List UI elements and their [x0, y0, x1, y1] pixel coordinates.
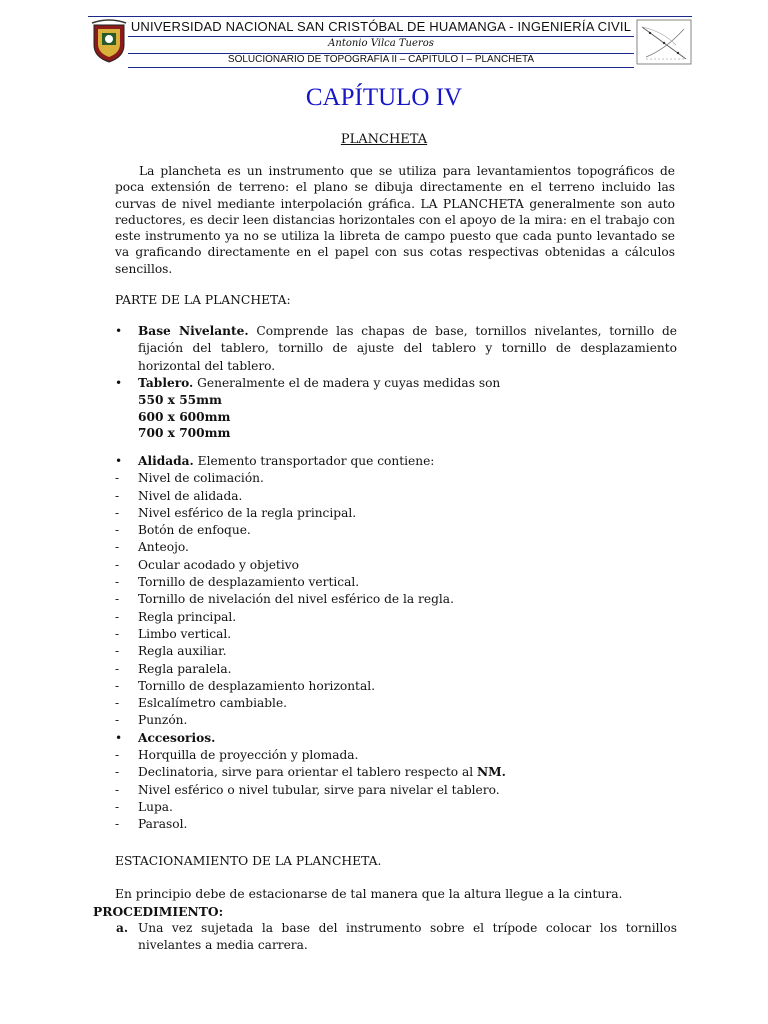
section-heading-estacionamiento: ESTACIONAMIENTO DE LA PLANCHETA. [115, 854, 382, 868]
list-item [112, 730, 677, 747]
size-item: 600 x 600mm [138, 409, 231, 424]
item-label: Alidada. [138, 454, 194, 468]
item-text: Una vez sujetada la base del instrumento sobre el trípode colocar los tornillos nivelantes a media carrera. [138, 921, 677, 952]
item-text: Nivel esférico de la regla principal. [138, 505, 357, 520]
item-text: Regla auxiliar. [138, 644, 227, 659]
list-item [112, 470, 677, 487]
alidada-list [112, 453, 677, 834]
dash-marker: - [115, 713, 120, 728]
item-text: Nivel de colimación. [138, 471, 264, 486]
dash-marker: - [115, 782, 120, 797]
list-item [112, 782, 677, 799]
dash-marker: - [115, 575, 120, 590]
section-subtitle: PLANCHETA [340, 132, 428, 147]
list-item [112, 661, 677, 678]
procedure-list [112, 920, 677, 953]
bullet-marker: • [115, 730, 123, 745]
list-item [112, 488, 677, 505]
list-item [112, 764, 677, 781]
list-item [112, 557, 677, 574]
item-text: Elemento transportador que contiene: [193, 454, 435, 468]
intro-paragraph: La plancheta es un instrumento que se utiliza para levantamientos topográficos de poca extensión de terreno: el plano se dibuja directamente en el terreno incluido las curvas de nivel mediante interpolación gráfica. LA PLANCHETA generalmente son auto reductores, es decir leen distancias horizontales con el apoyo de la mira: en el trabajo con este instrumento ya no se utiliza la libreta de campo puesto que cada punto levantado se va graficando directamente en el papel con sus cotas respectivas obtenidas a cálculos sencillos. [115, 164, 675, 276]
dash-marker: - [115, 817, 120, 832]
item-text: Eslcalímetro cambiable. [138, 696, 288, 711]
list-item [112, 574, 677, 591]
item-label: Accesorios. [138, 730, 216, 745]
item-text: Parasol. [138, 817, 188, 832]
list-item [112, 920, 677, 953]
list-item [112, 323, 677, 375]
dash-marker: - [115, 626, 120, 641]
dash-marker: - [115, 471, 120, 486]
list-item [112, 816, 677, 833]
bullet-marker: • [115, 324, 123, 338]
item-text: Tornillo de desplazamiento horizontal. [138, 678, 375, 693]
bullet-marker: • [115, 454, 123, 468]
list-item [112, 643, 677, 660]
item-text: Tornillo de nivelación del nivel esférico de la regla. [138, 592, 454, 607]
item-text: Generalmente el de madera y cuyas medidas son [193, 375, 501, 390]
list-item [112, 375, 677, 392]
list-item [112, 678, 677, 695]
item-text: Regla paralela. [138, 661, 232, 676]
dash-marker: - [115, 609, 120, 624]
item-text: Comprende las chapas de base, tornillos nivelantes, tornillo de fijación del tablero, tornillo de ajuste del tablero y tornillo de desplazamiento horizontal del tablero. [138, 324, 677, 373]
dash-marker: - [115, 592, 120, 607]
item-text: Nivel de alidada. [138, 488, 243, 503]
list-item [112, 505, 677, 522]
item-emphasis: NM. [477, 765, 506, 780]
list-item [112, 747, 677, 764]
section-heading-parts: PARTE DE LA PLANCHETA: [115, 293, 291, 307]
list-item [112, 712, 677, 729]
item-text: Regla principal. [138, 609, 237, 624]
university-crest-logo [90, 19, 128, 63]
list-item [112, 609, 677, 626]
size-item: 700 x 700mm [138, 426, 231, 441]
university-name: UNIVERSIDAD NACIONAL SAN CRISTÓBAL DE HUAMANGA - INGENIERÍA CIVIL [128, 19, 634, 37]
item-text: Tornillo de desplazamiento vertical. [138, 575, 360, 590]
step-label: a. [116, 921, 129, 935]
item-text: Botón de enfoque. [138, 523, 251, 538]
dash-marker: - [115, 799, 120, 814]
item-label: Base Nivelante. [138, 324, 249, 338]
list-item [112, 453, 677, 470]
dash-marker: - [115, 488, 120, 503]
list-item [112, 799, 677, 816]
list-item [112, 626, 677, 643]
topography-diagram-icon [636, 19, 692, 65]
bullet-marker: • [115, 375, 123, 390]
list-item [112, 539, 677, 556]
item-text: Punzón. [138, 713, 188, 728]
course-title: SOLUCIONARIO DE TOPOGRAFÍA II – CAPITULO I – PLANCHETA [128, 54, 634, 68]
parts-list [112, 323, 677, 442]
chapter-title: CAPÍTULO IV [305, 84, 463, 111]
page-header [88, 16, 692, 69]
author-name: Antonio Vilca Tueros [128, 38, 634, 54]
dash-marker: - [115, 523, 120, 538]
list-item [112, 695, 677, 712]
item-text: Nivel esférico o nivel tubular, sirve para nivelar el tablero. [138, 782, 500, 797]
dash-marker: - [115, 505, 120, 520]
dash-marker: - [115, 540, 120, 555]
item-label: Tablero. [138, 375, 194, 390]
dash-marker: - [115, 748, 120, 763]
dash-marker: - [115, 661, 120, 676]
dash-marker: - [115, 557, 120, 572]
dash-marker: - [115, 765, 120, 780]
item-text: Lupa. [138, 799, 173, 814]
dash-marker: - [115, 678, 120, 693]
item-text: Limbo vertical. [138, 626, 232, 641]
item-text: Anteojo. [138, 540, 189, 555]
size-item: 550 x 55mm [138, 393, 222, 408]
item-text: Declinatoria, sirve para orientar el tablero respecto al [138, 765, 478, 780]
list-item [112, 591, 677, 608]
dash-marker: - [115, 696, 120, 711]
item-text: Ocular acodado y objetivo [138, 557, 299, 572]
estacion-text: En principio debe de estacionarse de tal manera que la altura llegue a la cintura. [115, 887, 623, 901]
item-text: Horquilla de proyección y plomada. [138, 748, 359, 763]
list-item [112, 522, 677, 539]
procedimiento-heading: PROCEDIMIENTO: [93, 904, 224, 919]
dash-marker: - [115, 644, 120, 659]
